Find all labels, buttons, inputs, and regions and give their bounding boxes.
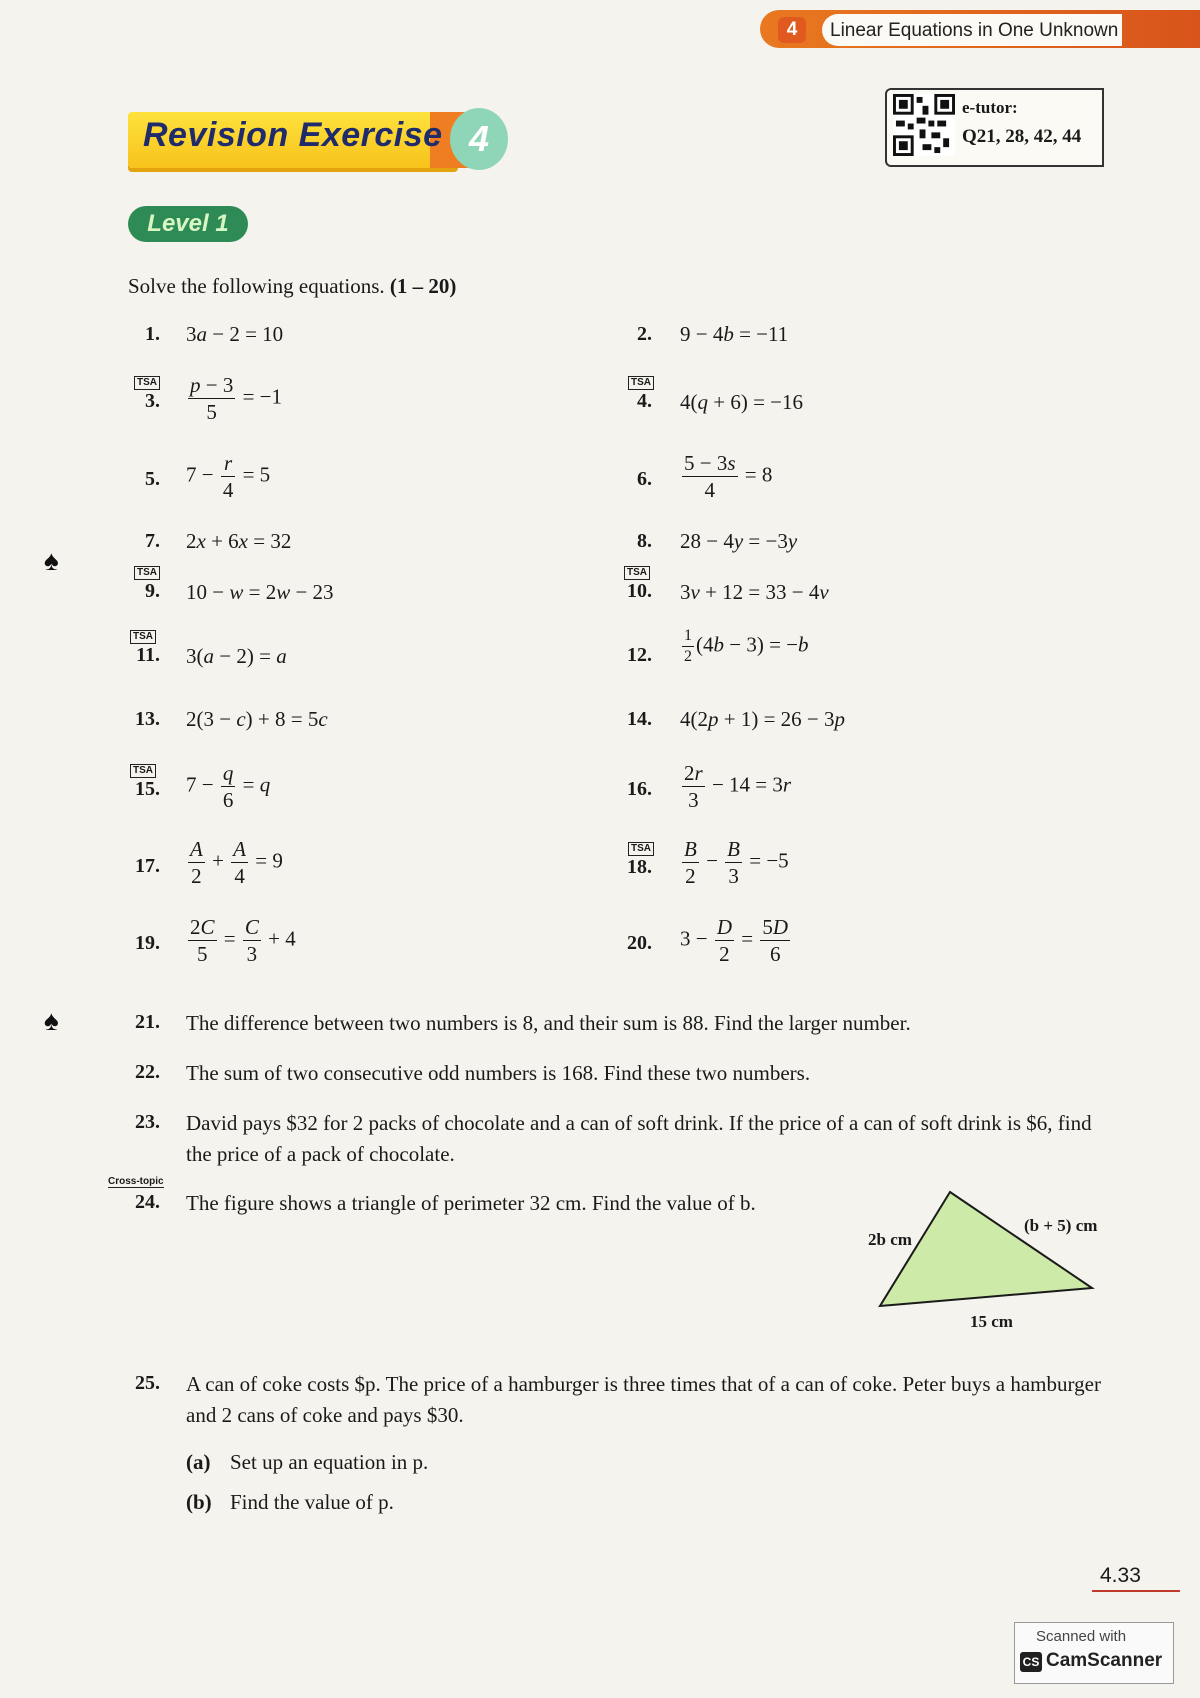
question-number: 10. xyxy=(627,580,652,602)
part-label: (a) xyxy=(186,1450,211,1474)
tsa-badge: TSA xyxy=(130,630,156,644)
question-number: 16. xyxy=(627,778,652,800)
part-text: Find the value of p. xyxy=(230,1490,394,1514)
word-question: The difference between two numbers is 8, and their sum is 88. Find the larger number. xyxy=(186,1011,911,1035)
cross-topic-label: Cross-topic xyxy=(108,1176,164,1187)
equation: 7 − $\frac{q}{6}$ = q xyxy=(186,761,271,812)
question-number: 9. xyxy=(145,580,160,602)
equation: 10 − w = 2w − 23 xyxy=(186,580,334,604)
equation: 4(2p + 1) = 26 − 3p xyxy=(680,707,846,731)
word-question: A can of coke costs $p. The price of a hamburger is three times that of a can of coke. Peter buys a hamburger and 2 cans of coke and pays $30. xyxy=(186,1372,1101,1427)
chapter-number: 4 xyxy=(778,17,806,43)
question-number: 17. xyxy=(135,855,160,877)
part-label: (b) xyxy=(186,1490,212,1514)
tsa-badge: TSA xyxy=(624,566,650,580)
page-number-underline xyxy=(1092,1590,1180,1592)
equation: $\frac{A}{2}$ + $\frac{A}{4}$ = 9 xyxy=(190,837,283,888)
chapter-title: Linear Equations in One Unknown xyxy=(830,20,1119,41)
question-number: 21. xyxy=(135,1011,160,1033)
palm-tree-icon: ♠ xyxy=(44,1006,59,1037)
question-number: 15. xyxy=(135,778,160,800)
question-number: 24. xyxy=(135,1191,160,1213)
tsa-badge: TSA xyxy=(628,376,654,390)
question-number: 8. xyxy=(637,530,652,552)
equation: 9 − 4b = −11 xyxy=(680,322,789,346)
question-number: 18. xyxy=(627,856,652,878)
question-number: 20. xyxy=(627,932,652,954)
question-number: 14. xyxy=(627,708,652,730)
instruction-text: Solve the following equations. xyxy=(128,274,385,298)
question-number: 12. xyxy=(627,644,652,666)
equation: $\frac{p - 3}{5}$ = −1 xyxy=(190,373,283,424)
question-number: 5. xyxy=(145,468,160,490)
revision-number: 4 xyxy=(450,108,508,170)
word-question: The figure shows a triangle of perimeter 32 cm. Find the value of b. xyxy=(186,1191,756,1215)
qr-code-icon xyxy=(893,94,955,156)
scanner-top-text: Scanned with xyxy=(1036,1628,1127,1645)
revision-title: Revision Exercise xyxy=(143,116,443,154)
scanner-name: CamScanner xyxy=(1046,1650,1163,1671)
equation: $\frac{5 - 3s}{4}$ = 8 xyxy=(684,451,773,502)
etutor-questions: Q21, 28, 42, 44 xyxy=(962,126,1082,147)
equation: $\frac{2C}{5}$ = $\frac{C}{3}$ + 4 xyxy=(190,915,296,966)
equation: 2x + 6x = 32 xyxy=(186,529,292,553)
part-text: Set up an equation in p. xyxy=(230,1450,429,1474)
question-number: 7. xyxy=(145,530,160,552)
tsa-badge: TSA xyxy=(134,566,160,580)
question-number: 25. xyxy=(135,1372,160,1394)
question-number: 4. xyxy=(637,390,652,412)
question-number: 2. xyxy=(637,323,652,345)
triangle-side-left: 2b cm xyxy=(868,1230,912,1249)
triangle-side-bottom: 15 cm xyxy=(970,1312,1013,1331)
equation: 4(q + 6) = −16 xyxy=(680,390,804,414)
triangle-side-right: (b + 5) cm xyxy=(1024,1216,1098,1235)
instruction-range: (1 – 20) xyxy=(389,274,457,298)
page-number: 4.33 xyxy=(1100,1564,1141,1587)
tsa-badge: TSA xyxy=(628,842,654,856)
question-number: 19. xyxy=(135,932,160,954)
equation: 3v + 12 = 33 − 4v xyxy=(680,580,829,604)
palm-tree-icon: ♠ xyxy=(44,546,59,577)
equation: 3 − $\frac{D}{2}$ = $\frac{5D}{6}$ xyxy=(680,915,789,966)
equation: 3(a − 2) = a xyxy=(186,644,287,668)
question-number: 13. xyxy=(135,708,160,730)
equation: 28 − 4y = −3y xyxy=(680,529,798,553)
question-number: 1. xyxy=(145,323,160,345)
etutor-label: e-tutor: xyxy=(962,98,1018,117)
tsa-badge: TSA xyxy=(134,376,160,390)
equation: $\frac{B}{2}$ − $\frac{B}{3}$ = −5 xyxy=(684,837,789,888)
tsa-badge: TSA xyxy=(130,764,156,778)
equation: 7 − $\frac{r}{4}$ = 5 xyxy=(186,451,271,502)
equation: $\frac{1}{2}$ (4b − 3) = −b xyxy=(684,627,809,665)
question-number: 6. xyxy=(637,468,652,490)
question-number: 11. xyxy=(136,644,160,666)
question-number: 3. xyxy=(145,390,160,412)
instruction xyxy=(128,274,456,299)
camscanner-logo-icon: CS xyxy=(1020,1652,1042,1672)
equation: 2(3 − c) + 8 = 5c xyxy=(186,707,328,731)
question-number: 22. xyxy=(135,1061,160,1083)
word-question: The sum of two consecutive odd numbers is 168. Find these two numbers. xyxy=(186,1061,811,1085)
question-number: 23. xyxy=(135,1111,160,1133)
word-question: David pays $32 for 2 packs of chocolate and a can of soft drink. If the price of a can of soft drink is $6, find the price of a pack of chocolate. xyxy=(186,1111,1092,1166)
equation: 3a − 2 = 10 xyxy=(186,322,284,346)
level-badge: Level 1 xyxy=(128,206,248,242)
equation: $\frac{2r}{3}$ − 14 = 3r xyxy=(684,761,792,812)
